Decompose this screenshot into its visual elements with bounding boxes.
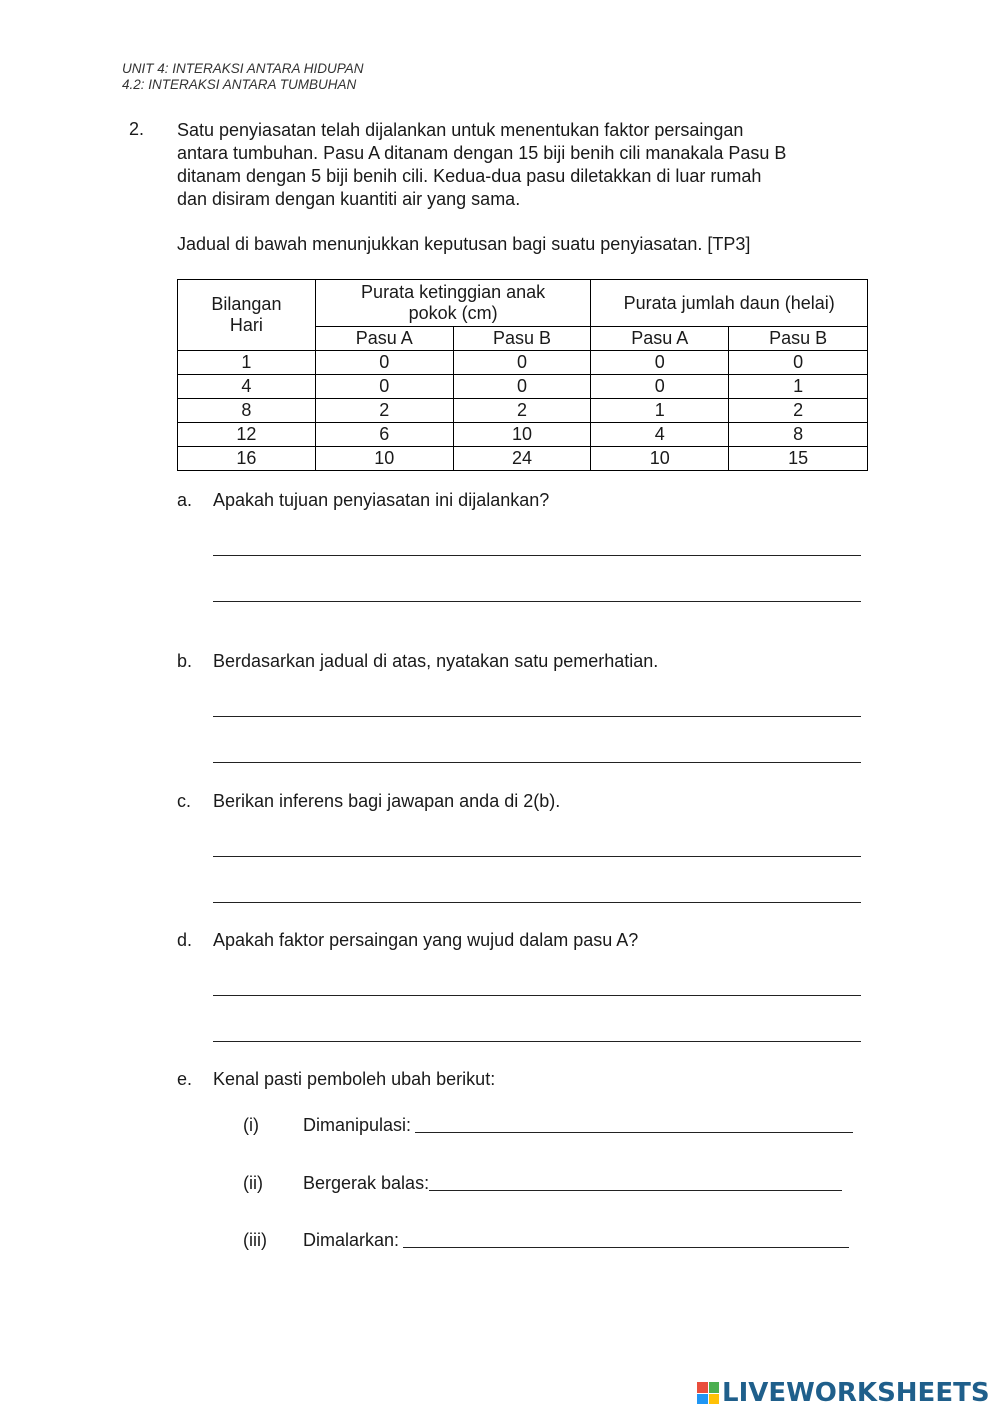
variable-manipulated-field[interactable]	[415, 1132, 853, 1133]
question-d	[177, 930, 638, 951]
answer-line-c2[interactable]	[213, 902, 861, 903]
cell-value: 0	[729, 351, 868, 375]
cell-value: 0	[591, 351, 729, 375]
variable-label: Dimanipulasi:	[303, 1115, 412, 1135]
intro-line: ditanam dengan 5 biji benih cili. Kedua-dua pasu diletakkan di luar rumah	[177, 166, 762, 186]
table-row	[178, 399, 868, 423]
variable-constant-row	[243, 1230, 849, 1251]
question-intro	[177, 119, 877, 211]
cell-value: 2	[315, 399, 453, 423]
question-a	[177, 490, 549, 511]
cell-value: 10	[315, 447, 453, 471]
answer-line-c1[interactable]	[213, 856, 861, 857]
question-text: Apakah tujuan penyiasatan ini dijalankan?	[213, 490, 550, 510]
table-row	[178, 375, 868, 399]
logo-mark-icon	[697, 1382, 719, 1404]
cell-value: 10	[453, 423, 591, 447]
cell-value: 4	[591, 423, 729, 447]
cell-days: 12	[178, 423, 316, 447]
header-leaves-pasu-a: Pasu A	[591, 327, 729, 351]
header-height-pasu-b: Pasu B	[453, 327, 591, 351]
question-b	[177, 651, 658, 672]
liveworksheets-logo	[697, 1378, 990, 1408]
question-letter: d.	[177, 930, 193, 950]
answer-line-b1[interactable]	[213, 716, 861, 717]
cell-value: 0	[591, 375, 729, 399]
cell-value: 8	[729, 423, 868, 447]
cell-value: 6	[315, 423, 453, 447]
question-c	[177, 791, 560, 812]
cell-value: 24	[453, 447, 591, 471]
answer-line-b2[interactable]	[213, 762, 861, 763]
cell-value: 2	[729, 399, 868, 423]
unit-title: UNIT 4: INTERAKSI ANTARA HIDUPAN	[122, 61, 364, 76]
cell-days: 16	[178, 447, 316, 471]
cell-days: 8	[178, 399, 316, 423]
cell-days: 1	[178, 351, 316, 375]
cell-value: 2	[453, 399, 591, 423]
answer-line-a1[interactable]	[213, 555, 861, 556]
variable-numeral: (iii)	[243, 1230, 267, 1250]
variable-constant-field[interactable]	[403, 1247, 849, 1248]
question-letter: b.	[177, 651, 193, 671]
question-letter: c.	[177, 791, 192, 811]
table-row	[178, 447, 868, 471]
question-e	[177, 1069, 495, 1090]
question-text: Berikan inferens bagi jawapan anda di 2(b).	[213, 791, 561, 811]
answer-line-a2[interactable]	[213, 601, 861, 602]
cell-value: 1	[729, 375, 868, 399]
question-text: Kenal pasti pemboleh ubah berikut:	[213, 1069, 496, 1089]
question-letter: e.	[177, 1069, 193, 1089]
variable-manipulated-row	[243, 1115, 853, 1136]
cell-value: 0	[453, 351, 591, 375]
page-header	[122, 61, 364, 93]
cell-value: 0	[315, 351, 453, 375]
cell-value: 10	[591, 447, 729, 471]
table-caption: Jadual di bawah menunjukkan keputusan bagi suatu penyiasatan. [TP3]	[177, 234, 751, 254]
answer-line-d1[interactable]	[213, 995, 861, 996]
header-days: Bilangan Hari	[178, 280, 316, 351]
table-row	[178, 423, 868, 447]
results-table	[177, 279, 868, 471]
header-leaves-pasu-b: Pasu B	[729, 327, 868, 351]
question-number: 2.	[129, 119, 145, 139]
logo-text: LIVEWORKSHEETS	[722, 1378, 990, 1408]
header-height-pasu-a: Pasu A	[315, 327, 453, 351]
cell-value: 0	[315, 375, 453, 399]
variable-numeral: (ii)	[243, 1173, 263, 1193]
cell-days: 4	[178, 375, 316, 399]
intro-line: antara tumbuhan. Pasu A ditanam dengan 15 biji benih cili manakala Pasu B	[177, 143, 787, 163]
intro-line: Satu penyiasatan telah dijalankan untuk menentukan faktor persaingan	[177, 120, 744, 140]
question-text: Apakah faktor persaingan yang wujud dalam pasu A?	[213, 930, 639, 950]
header-leaves-group: Purata jumlah daun (helai)	[591, 280, 868, 327]
variable-label: Bergerak balas:	[303, 1173, 430, 1193]
question-text: Berdasarkan jadual di atas, nyatakan satu pemerhatian.	[213, 651, 659, 671]
variable-numeral: (i)	[243, 1115, 259, 1135]
cell-value: 1	[591, 399, 729, 423]
cell-value: 0	[453, 375, 591, 399]
answer-line-d2[interactable]	[213, 1041, 861, 1042]
variable-label: Dimalarkan:	[303, 1230, 400, 1250]
subunit-title: 4.2: INTERAKSI ANTARA TUMBUHAN	[122, 77, 357, 92]
variable-responding-field[interactable]	[429, 1190, 842, 1191]
cell-value: 15	[729, 447, 868, 471]
header-height-group: Purata ketinggian anak pokok (cm)	[315, 280, 591, 327]
table-row	[178, 351, 868, 375]
question-letter: a.	[177, 490, 193, 510]
variable-responding-row	[243, 1173, 842, 1194]
intro-line: dan disiram dengan kuantiti air yang sama.	[177, 189, 521, 209]
